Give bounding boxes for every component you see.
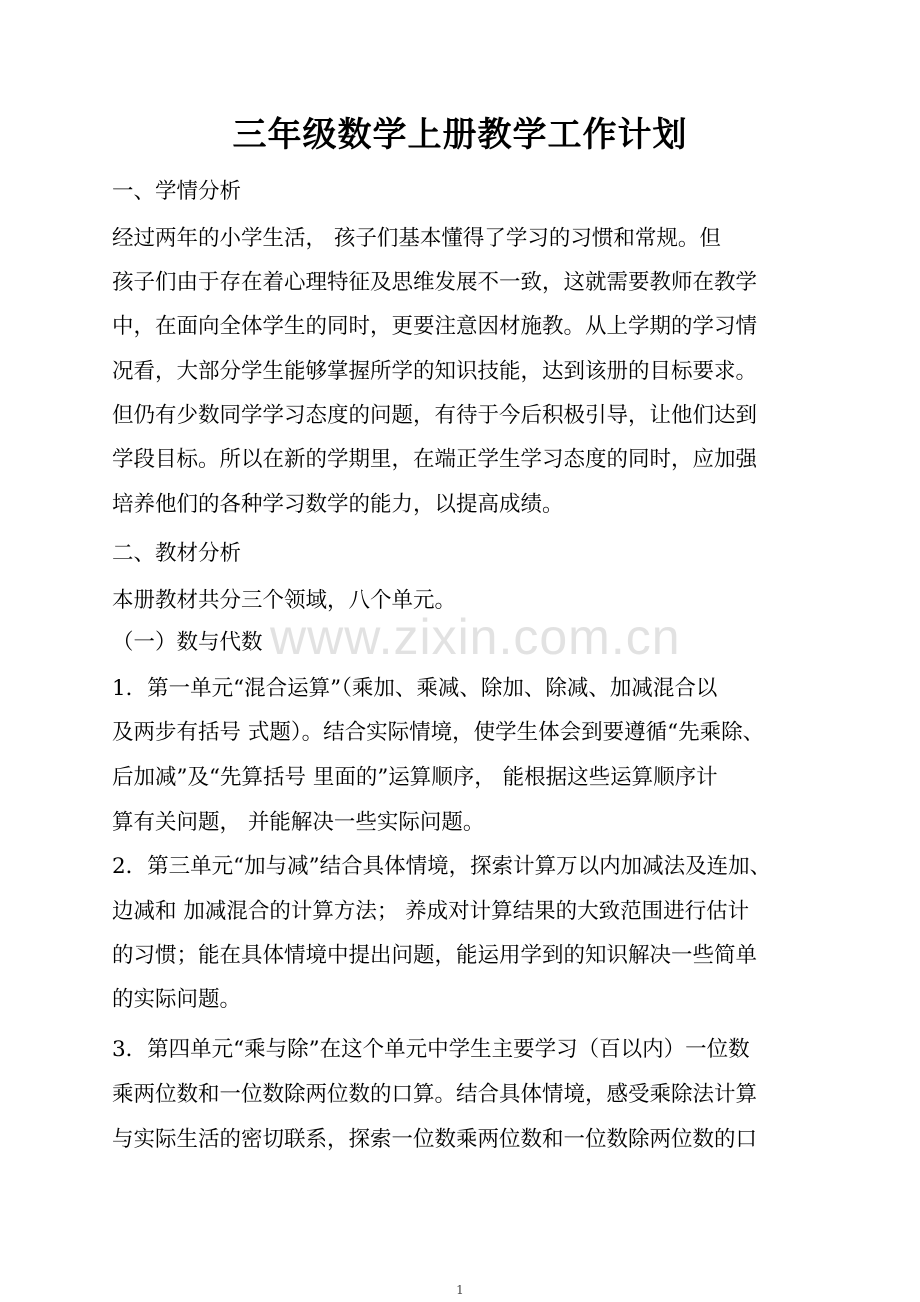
- page-number: 1: [456, 1283, 464, 1297]
- paragraph-line: 孩子们由于存在着心理特征及思维发展不一致，这就需要教师在教学: [112, 270, 758, 295]
- paragraph-line: 后加减”及“先算括号 里面的”运算顺序， 能根据这些运算顺序计: [112, 765, 718, 790]
- paragraph-line: 学段目标。所以在新的学期里，在端正学生学习态度的同时，应加强: [112, 447, 758, 472]
- paragraph-line: 边减和 加减混合的计算方法； 养成对计算结果的大致范围进行估计: [112, 899, 750, 924]
- paragraph-line: 培养他们的各种学习数学的能力，以提高成绩。: [112, 492, 564, 517]
- paragraph-line: 但仍有少数同学学习态度的问题，有待于今后积极引导，让他们达到: [112, 403, 758, 428]
- paragraph-line: 2．第三单元“加与减”结合具体情境，探索计算万以内加减法及连加、: [112, 854, 772, 879]
- paragraph-line: 与实际生活的密切联系，探索一位数乘两位数和一位数除两位数的口: [112, 1127, 758, 1152]
- paragraph-line: 及两步有括号 式题）。结合实际情境，使学生体会到要遵循“先乘除、: [112, 720, 765, 745]
- paragraph-line: 乘两位数和一位数除两位数的口算。结合具体情境，感受乘除法计算: [112, 1082, 758, 1107]
- paragraph-line: 1．第一单元“混合运算”（乘加、乘减、除加、除减、加减混合以: [112, 676, 718, 701]
- paragraph-line: 算有关问题， 并能解决一些实际问题。: [112, 810, 485, 835]
- paragraph-line: 的实际问题。: [112, 987, 242, 1012]
- paragraph-line: 本册教材共分三个领域，八个单元。: [112, 588, 457, 613]
- section-heading-material: 二、教材分析: [112, 541, 242, 566]
- watermark: www.zixin.com.cn: [270, 609, 681, 665]
- paragraph-line: 的习惯；能在具体情境中提出问题，能运用学到的知识解决一些简单: [112, 943, 758, 968]
- subsection-heading: （一）数与代数: [112, 630, 263, 655]
- paragraph-line: 经过两年的小学生活， 孩子们基本懂得了学习的习惯和常规。但: [112, 226, 721, 251]
- paragraph-line: 况看，大部分学生能够掌握所学的知识技能，达到该册的目标要求。: [112, 359, 758, 384]
- page-title: 三年级数学上册教学工作计划: [232, 115, 688, 155]
- section-heading-analysis: 一、学情分析: [112, 179, 242, 204]
- paragraph-line: 中，在面向全体学生的同时，更要注意因材施教。从上学期的学习情: [112, 314, 758, 339]
- paragraph-line: 3．第四单元“乘与除”在这个单元中学生主要学习（百以内）一位数: [112, 1037, 750, 1062]
